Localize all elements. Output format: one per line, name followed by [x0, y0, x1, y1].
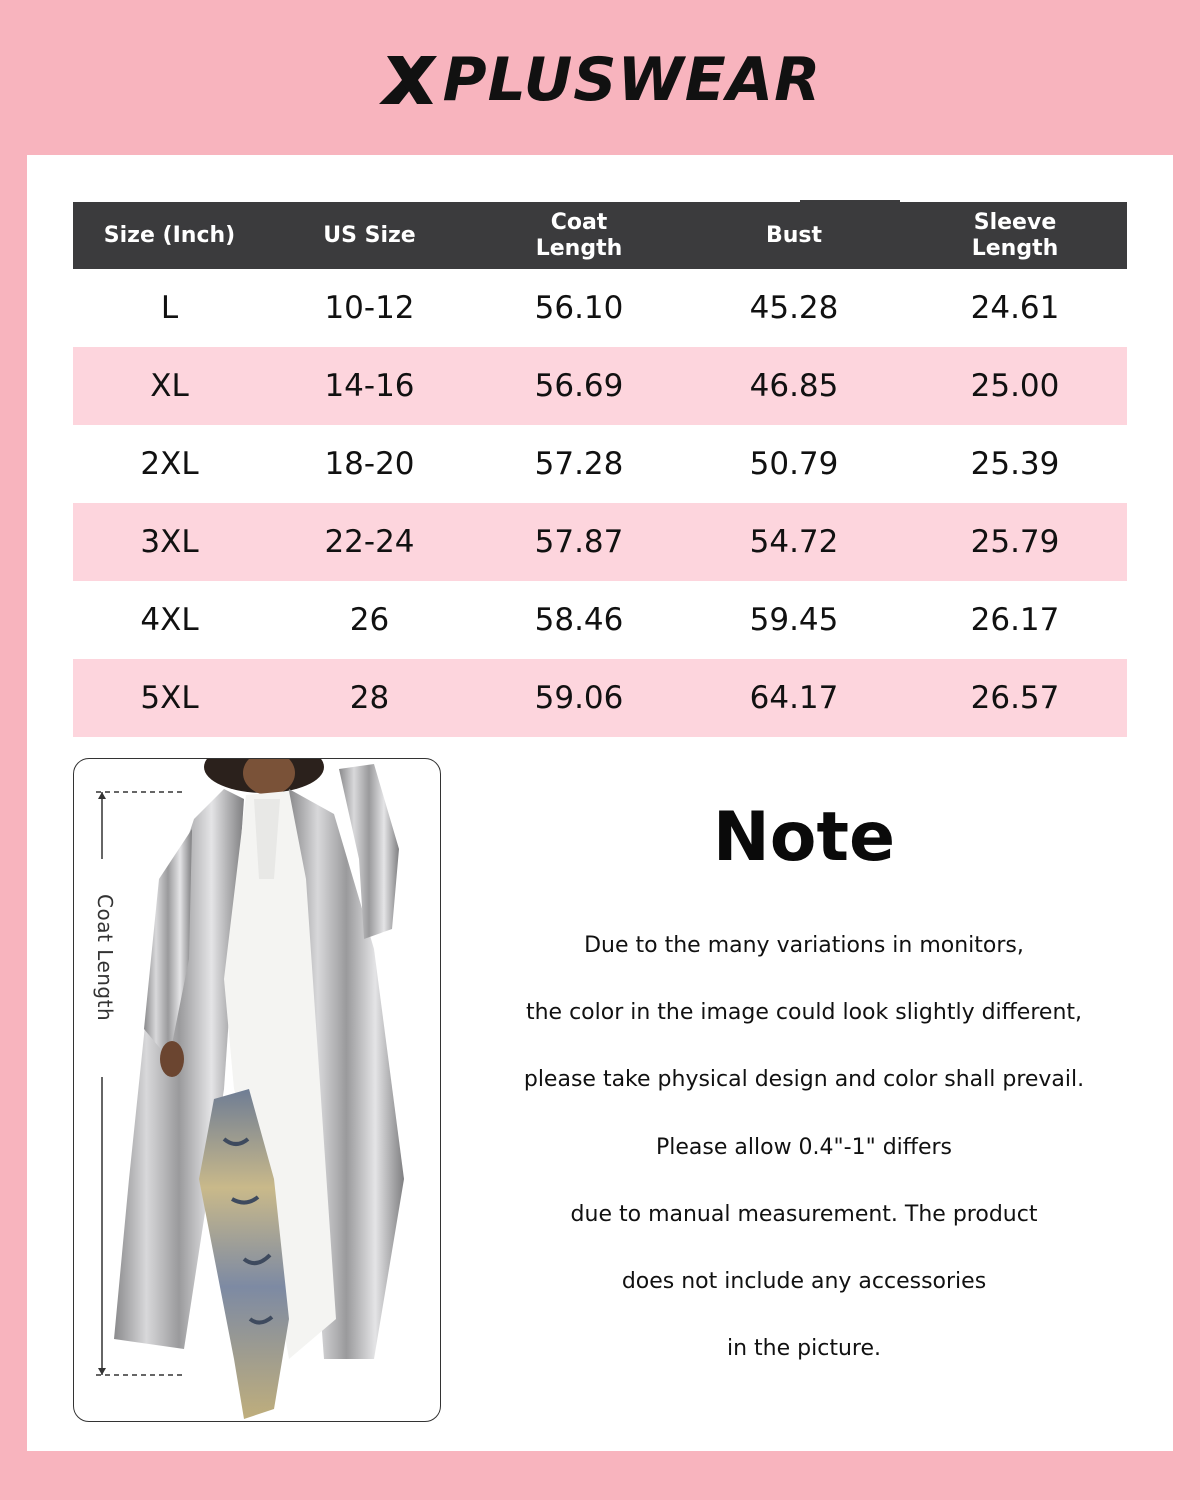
cell-us-size: 14-16: [266, 347, 473, 425]
note-line: due to manual measurement. The product: [570, 1201, 1038, 1227]
table-row: [73, 269, 1127, 347]
cell-size: 3XL: [73, 503, 266, 581]
cell-size: 4XL: [140, 602, 199, 638]
cell-us-size: 22-24: [266, 503, 473, 581]
cell-size: 2XL: [140, 446, 199, 482]
model-illustration: [74, 759, 440, 1421]
cell-bust: 59.45: [749, 602, 839, 638]
cell-coat-length: 56.69: [473, 347, 685, 425]
cell-size: L: [160, 290, 179, 326]
header-us-size: US Size: [266, 202, 473, 269]
note-line: in the picture.: [727, 1336, 881, 1362]
product-photo: [73, 758, 441, 1422]
cell-coat-length: 58.46: [534, 602, 624, 638]
cell-coat-length: 59.06: [473, 659, 685, 737]
note-line: Due to the many variations in monitors,: [584, 933, 1024, 958]
cell-coat-length: 57.28: [534, 446, 624, 482]
cell-us-size: 28: [266, 659, 473, 737]
coat-length-label: Coat Length: [93, 894, 117, 1022]
header-coat-length: Coat Length: [473, 202, 685, 269]
cell-coat-length: 57.87: [473, 503, 685, 581]
table-row: [73, 347, 1127, 425]
note-line: please take physical design and color shall prevail.: [523, 1067, 1085, 1093]
cell-us-size: 18-20: [324, 446, 415, 482]
cell-us-size: 10-12: [324, 290, 415, 326]
table-row: [73, 503, 1127, 581]
table-header-row: [73, 202, 1127, 269]
brand-name: PLUSWEAR: [442, 45, 822, 115]
cell-sleeve-length: 25.79: [903, 503, 1127, 581]
note-line: the color in the image could look slightly different,: [525, 1000, 1083, 1026]
note-text: [490, 922, 1118, 1392]
cell-bust: 54.72: [685, 503, 903, 581]
cell-sleeve-length: 25.39: [970, 446, 1060, 482]
cell-sleeve-length: 26.17: [970, 602, 1060, 638]
cell-bust: 64.17: [685, 659, 903, 737]
cell-sleeve-length: 25.00: [903, 347, 1127, 425]
header-bust: Bust: [685, 202, 903, 269]
cell-size: 5XL: [73, 659, 266, 737]
size-chart-table: [73, 202, 1127, 737]
cell-sleeve-length: 26.57: [903, 659, 1127, 737]
header-sleeve-length: Sleeve Length: [903, 202, 1127, 269]
table-row: [73, 581, 1127, 659]
cell-bust: 50.79: [749, 446, 839, 482]
cell-size: XL: [73, 347, 266, 425]
x-mark-logo-icon: [379, 54, 441, 106]
note-title: Note: [712, 798, 896, 877]
table-row: [73, 425, 1127, 503]
cell-bust: 46.85: [685, 347, 903, 425]
cell-sleeve-length: 24.61: [970, 290, 1060, 326]
brand-logo: [0, 40, 1200, 120]
cell-bust: 45.28: [749, 290, 839, 326]
table-row: [73, 659, 1127, 737]
note-line: does not include any accessories: [621, 1268, 987, 1294]
cell-us-size: 26: [349, 602, 390, 638]
note-line: Please allow 0.4"-1" differs: [656, 1134, 952, 1160]
cell-coat-length: 56.10: [534, 290, 624, 326]
header-size-inch: Size (Inch): [73, 202, 266, 269]
